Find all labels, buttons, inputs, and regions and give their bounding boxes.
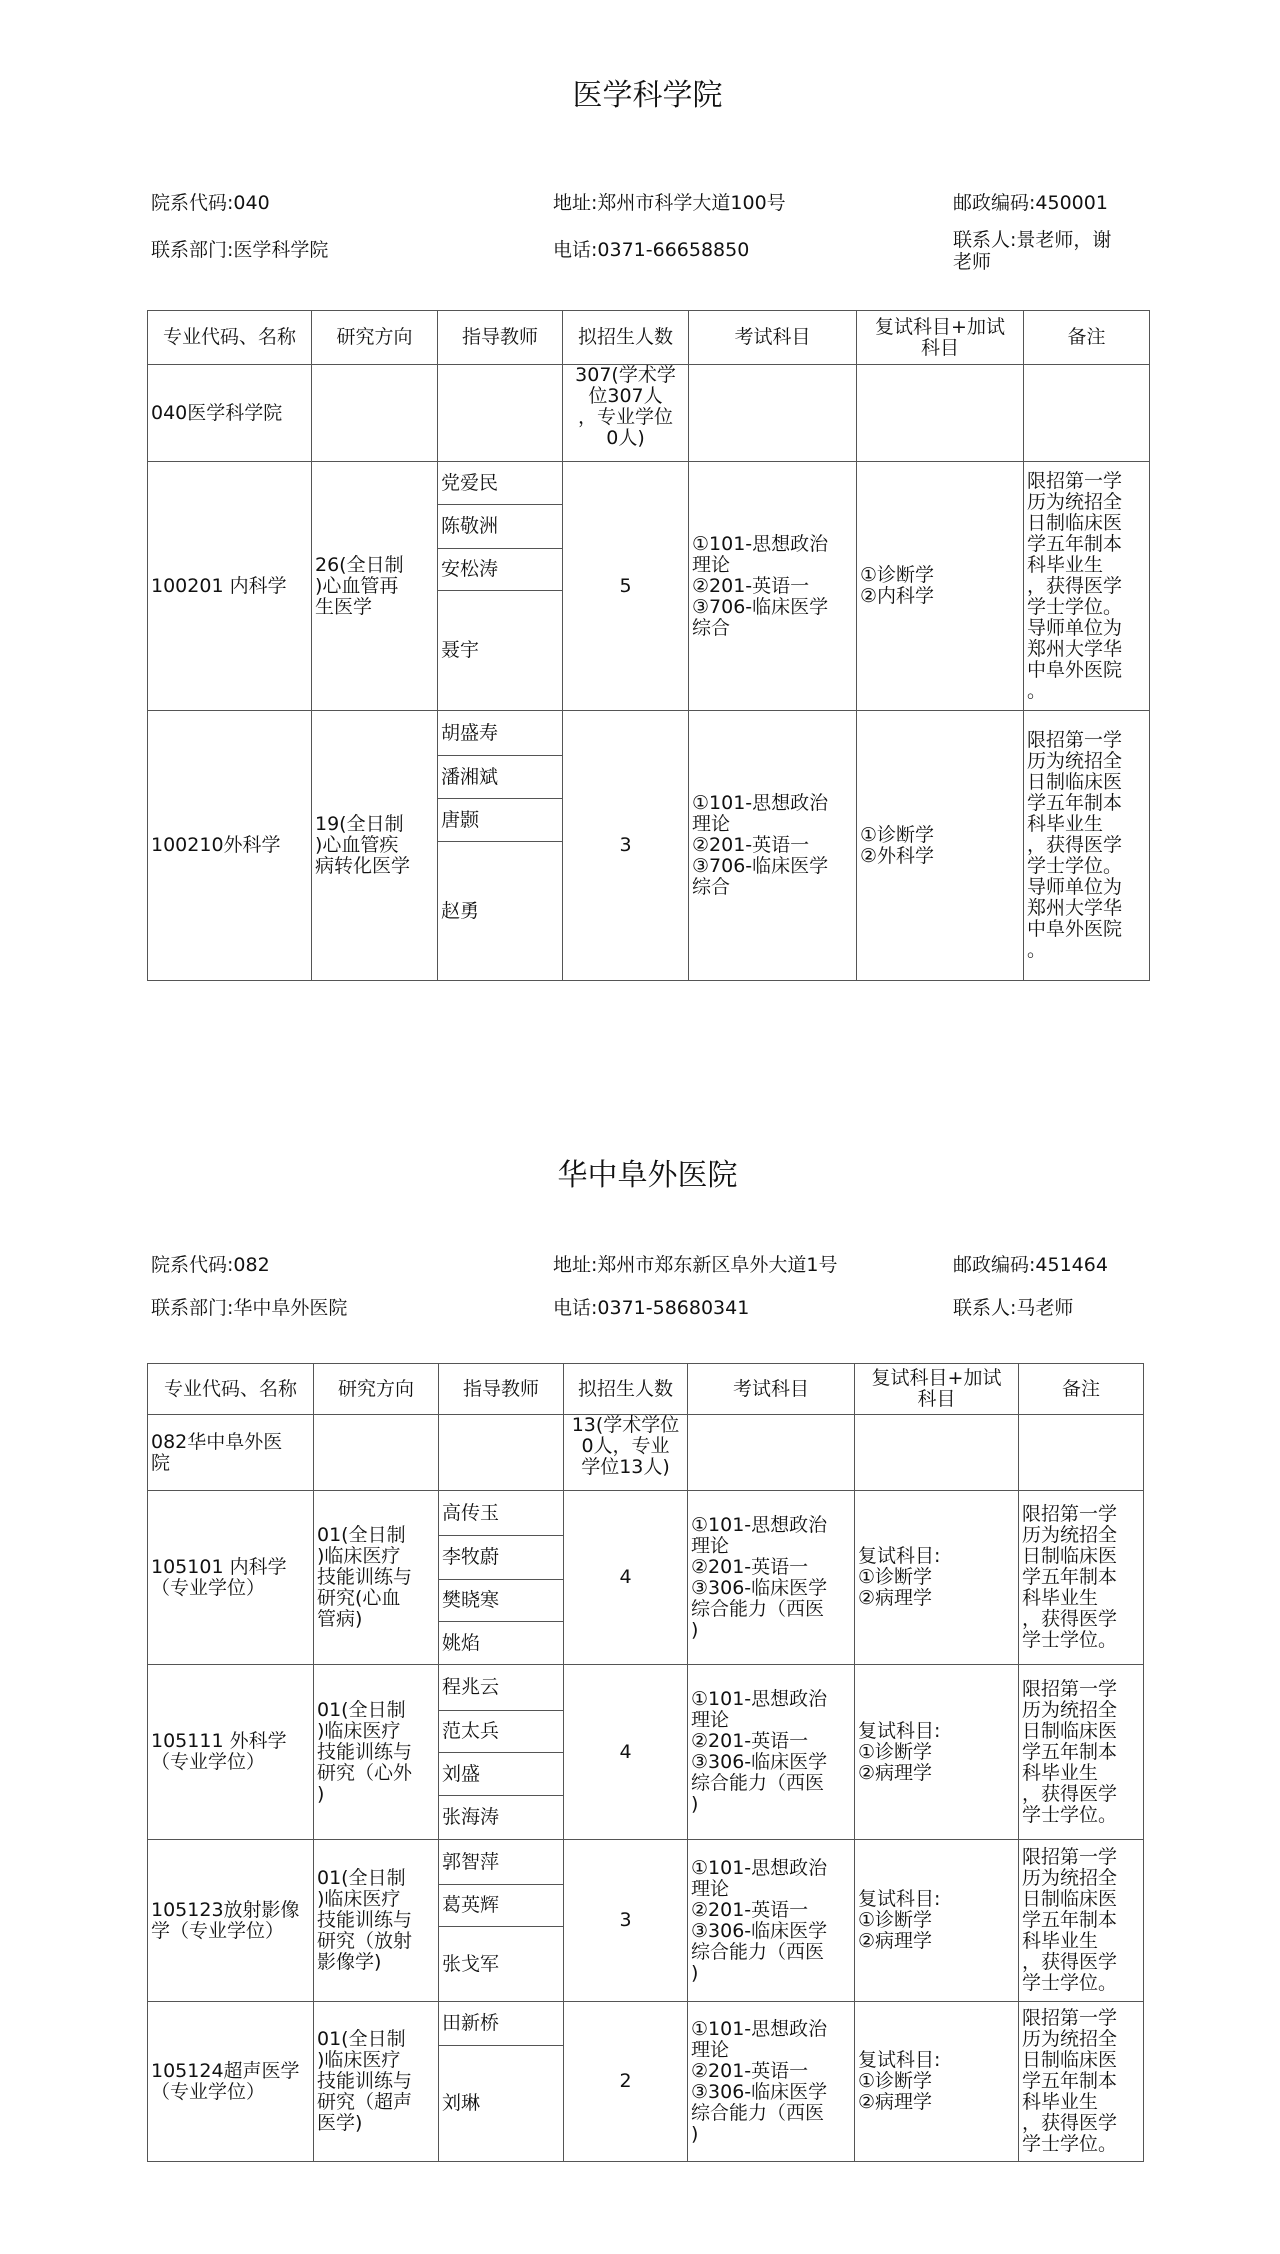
teacher-name: 潘湘斌 bbox=[438, 756, 562, 799]
teacher-name: 聂宇 bbox=[441, 639, 480, 661]
info-code: 院系代码:040 bbox=[151, 192, 270, 214]
remark-cell: 限招第一学 历为统招全 日制临床医 学五年制本 科毕业生 ，获得医学 学士学位。 导师单位为 郑州大学华 中阜外医院 。 bbox=[1024, 711, 1150, 981]
teachers-cell bbox=[438, 365, 563, 462]
teacher-name: 党爱民 bbox=[438, 462, 562, 505]
teachers-cell bbox=[439, 2002, 564, 2162]
table-header-row bbox=[148, 311, 1150, 365]
teacher-name: 张海涛 bbox=[442, 1806, 500, 1828]
exam-cell: ①101-思想政治 理论 ②201-英语一 ③306-临床医学 综合能力（西医 ) bbox=[688, 1840, 855, 2002]
table-header-row bbox=[148, 1364, 1144, 1415]
teachers-cell bbox=[439, 1840, 564, 2002]
column-header: 指导教师 bbox=[438, 311, 563, 365]
exam-cell: ①101-思想政治 理论 ②201-英语一 ③706-临床医学 综合 bbox=[689, 711, 857, 981]
direction-cell: 01(全日制 )临床医疗 技能训练与 研究(心血 管病) bbox=[314, 1491, 439, 1665]
teacher-name: 张戈军 bbox=[442, 1952, 500, 1975]
admission-table bbox=[147, 1363, 1144, 2162]
count-cell: 3 bbox=[564, 1840, 688, 2002]
teacher-name: 唐颢 bbox=[438, 799, 562, 842]
column-header: 研究方向 bbox=[314, 1364, 439, 1415]
admission-table bbox=[147, 310, 1150, 981]
teacher-name: 安松涛 bbox=[438, 549, 562, 591]
count-cell: 307(学术学 位307人 ，专业学位 0人) bbox=[563, 365, 689, 462]
info-address: 地址:郑州市郑东新区阜外大道1号 bbox=[553, 1254, 838, 1276]
direction-cell: 01(全日制 )临床医疗 技能训练与 研究（心外 ) bbox=[314, 1665, 439, 1840]
info-dept: 联系部门:华中阜外医院 bbox=[151, 1297, 348, 1319]
exam-cell bbox=[688, 1415, 855, 1491]
count-cell: 2 bbox=[564, 2002, 688, 2162]
exam-cell: ①101-思想政治 理论 ②201-英语一 ③706-临床医学 综合 bbox=[689, 462, 857, 711]
count-cell: 13(学术学位 0人，专业 学位13人) bbox=[564, 1415, 688, 1491]
table-row bbox=[148, 1665, 1144, 1840]
info-code: 院系代码:082 bbox=[151, 1254, 270, 1276]
info-contact: 联系人:马老师 bbox=[953, 1297, 1074, 1319]
retest-cell: 复试科目: ①诊断学 ②病理学 bbox=[855, 1665, 1019, 1840]
column-header: 复试科目+加试 科目 bbox=[855, 1364, 1019, 1415]
teacher-name: 田新桥 bbox=[439, 2002, 563, 2046]
column-header: 指导教师 bbox=[439, 1364, 564, 1415]
column-header: 备注 bbox=[1024, 311, 1150, 365]
remark-cell bbox=[1024, 365, 1150, 462]
teacher-name: 李牧蔚 bbox=[439, 1536, 563, 1580]
remark-cell: 限招第一学 历为统招全 日制临床医 学五年制本 科毕业生 ，获得医学 学士学位。 bbox=[1019, 2002, 1144, 2162]
teacher-name: 胡盛寿 bbox=[438, 711, 562, 756]
info-phone: 电话:0371-58680341 bbox=[553, 1297, 750, 1319]
column-header: 研究方向 bbox=[312, 311, 438, 365]
major-cell: 105101 内科学 （专业学位） bbox=[148, 1491, 314, 1665]
info-contact: 联系人:景老师，谢 老师 bbox=[953, 229, 1112, 273]
remark-cell: 限招第一学 历为统招全 日制临床医 学五年制本 科毕业生 ，获得医学 学士学位。 bbox=[1019, 1665, 1144, 1840]
section-title: 华中阜外医院 bbox=[557, 1158, 738, 1193]
remark-cell: 限招第一学 历为统招全 日制临床医 学五年制本 科毕业生 ，获得医学 学士学位。 bbox=[1019, 1840, 1144, 2002]
teacher-name: 高传玉 bbox=[439, 1491, 563, 1536]
major-cell: 105124超声医学 （专业学位） bbox=[148, 2002, 314, 2162]
major-cell: 040医学科学院 bbox=[148, 365, 312, 462]
table-row bbox=[148, 462, 1150, 711]
direction-cell bbox=[312, 365, 438, 462]
teacher-name: 赵勇 bbox=[441, 899, 480, 922]
direction-cell: 01(全日制 )临床医疗 技能训练与 研究（放射 影像学) bbox=[314, 1840, 439, 2002]
count-cell: 3 bbox=[563, 711, 689, 981]
info-phone: 电话:0371-66658850 bbox=[553, 239, 750, 261]
teacher-name: 姚焰 bbox=[442, 1631, 481, 1654]
column-header: 备注 bbox=[1019, 1364, 1144, 1415]
teacher-name: 郭智萍 bbox=[439, 1840, 563, 1885]
retest-cell: 复试科目: ①诊断学 ②病理学 bbox=[855, 1491, 1019, 1665]
teacher-name: 范太兵 bbox=[439, 1711, 563, 1753]
major-cell: 105111 外科学 （专业学位） bbox=[148, 1665, 314, 1840]
retest-cell bbox=[857, 365, 1024, 462]
major-cell: 082华中阜外医 院 bbox=[148, 1415, 314, 1491]
retest-cell: ①诊断学 ②内科学 bbox=[857, 462, 1024, 711]
column-header: 考试科目 bbox=[688, 1364, 855, 1415]
column-header: 专业代码、名称 bbox=[148, 1364, 314, 1415]
teacher-name: 刘盛 bbox=[439, 1753, 563, 1796]
count-cell: 4 bbox=[564, 1665, 688, 1840]
info-dept: 联系部门:医学科学院 bbox=[151, 239, 329, 261]
count-cell: 5 bbox=[563, 462, 689, 711]
column-header: 拟招生人数 bbox=[563, 311, 689, 365]
section-title: 医学科学院 bbox=[572, 78, 723, 113]
column-header: 专业代码、名称 bbox=[148, 311, 312, 365]
info-postcode: 邮政编码:451464 bbox=[953, 1254, 1108, 1276]
table-row bbox=[148, 711, 1150, 981]
table-row bbox=[148, 1840, 1144, 2002]
teachers-cell bbox=[438, 462, 563, 711]
exam-cell: ①101-思想政治 理论 ②201-英语一 ③306-临床医学 综合能力（西医 ) bbox=[688, 1491, 855, 1665]
teachers-cell bbox=[439, 1415, 564, 1491]
column-header: 拟招生人数 bbox=[564, 1364, 688, 1415]
direction-cell: 19(全日制 )心血管疾 病转化医学 bbox=[312, 711, 438, 981]
exam-cell: ①101-思想政治 理论 ②201-英语一 ③306-临床医学 综合能力（西医 ) bbox=[688, 2002, 855, 2162]
major-cell: 100210外科学 bbox=[148, 711, 312, 981]
direction-cell: 26(全日制 )心血管再 生医学 bbox=[312, 462, 438, 711]
remark-cell: 限招第一学 历为统招全 日制临床医 学五年制本 科毕业生 ，获得医学 学士学位。 导师单位为 郑州大学华 中阜外医院 。 bbox=[1024, 462, 1150, 711]
teacher-name: 樊晓寒 bbox=[439, 1580, 563, 1622]
teachers-cell bbox=[438, 711, 563, 981]
teacher-name: 程兆云 bbox=[439, 1665, 563, 1711]
teachers-cell bbox=[439, 1665, 564, 1840]
retest-cell bbox=[855, 1415, 1019, 1491]
exam-cell bbox=[689, 365, 857, 462]
teachers-cell bbox=[439, 1491, 564, 1665]
table-row bbox=[148, 365, 1150, 462]
table-row bbox=[148, 2002, 1144, 2162]
teacher-name: 陈敬洲 bbox=[438, 505, 562, 549]
teacher-name bbox=[438, 365, 562, 461]
major-cell: 105123放射影像 学（专业学位） bbox=[148, 1840, 314, 2002]
column-header: 复试科目+加试 科目 bbox=[857, 311, 1024, 365]
table-row bbox=[148, 1491, 1144, 1665]
retest-cell: 复试科目: ①诊断学 ②病理学 bbox=[855, 1840, 1019, 2002]
info-address: 地址:郑州市科学大道100号 bbox=[553, 192, 786, 214]
table-row bbox=[148, 1415, 1144, 1491]
remark-cell: 限招第一学 历为统招全 日制临床医 学五年制本 科毕业生 ，获得医学 学士学位。 bbox=[1019, 1491, 1144, 1665]
direction-cell: 01(全日制 )临床医疗 技能训练与 研究（超声 医学) bbox=[314, 2002, 439, 2162]
teacher-name bbox=[439, 1415, 563, 1490]
column-header: 考试科目 bbox=[689, 311, 857, 365]
direction-cell bbox=[314, 1415, 439, 1491]
info-postcode: 邮政编码:450001 bbox=[953, 192, 1108, 214]
retest-cell: ①诊断学 ②外科学 bbox=[857, 711, 1024, 981]
remark-cell bbox=[1019, 1415, 1144, 1491]
teacher-name: 葛英辉 bbox=[439, 1885, 563, 1927]
retest-cell: 复试科目: ①诊断学 ②病理学 bbox=[855, 2002, 1019, 2162]
teacher-name: 刘琳 bbox=[442, 2092, 481, 2114]
exam-cell: ①101-思想政治 理论 ②201-英语一 ③306-临床医学 综合能力（西医 ) bbox=[688, 1665, 855, 1840]
major-cell: 100201 内科学 bbox=[148, 462, 312, 711]
count-cell: 4 bbox=[564, 1491, 688, 1665]
